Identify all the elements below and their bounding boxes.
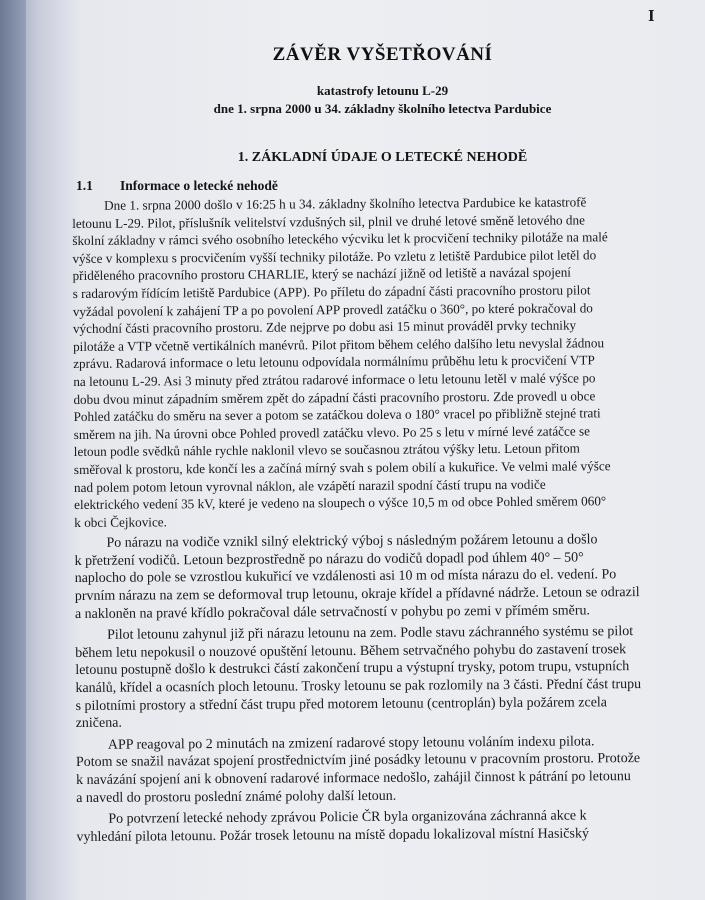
paragraph-3: [75, 623, 698, 733]
text-line: během letu nepokusil o nouzové opuštění letounu. Během setrvačného pohybu do zastavení trosek: [75, 641, 627, 661]
document-subtitle-2: dne 1. srpna 2000 u 34. základny školního letectva Pardubice: [213, 101, 552, 116]
text-line: na letounu L-29. Asi 3 minuty před ztrátou radarové informace o letu letounu letěl v malé výšce po: [73, 370, 596, 389]
text-line: k přetržení vodičů. Letoun bezprostředně po nárazu do vodičů dopadl pod úhlem 40° – 50°: [74, 550, 584, 569]
text-line: zničena.: [75, 715, 122, 732]
text-line: zprávu. Radarová informace o letu letounu odpovídala normálnímu průběhu letu k procvičení VTP: [73, 352, 595, 372]
text-line: přiděleného pracovního prostoru CHARLIE, který se nachází jižně od letiště a navázal spojení: [72, 264, 571, 284]
text-line: k obci Čejkovice.: [74, 514, 167, 530]
text-line: APP reagoval po 2 minutách na zmizení radarové stopy letounu voláním indexu pilota.: [107, 734, 595, 753]
book-spine-shadow: [0, 0, 26, 900]
text-line: a navedl do prostoru poslední známé polohy další letoun.: [76, 788, 397, 806]
paragraph-1: [72, 193, 696, 532]
section-title: Informace o letecké nehodě: [120, 178, 278, 193]
text-line: Potom se snažil navázat spojení prostřednictvím jiné posádky letounu v pracovním prostoru. Protože: [75, 751, 641, 771]
text-line: Pilot letounu zahynul již při nárazu letounu na zem. Podle stavu záchranného systému se pilot: [107, 624, 634, 644]
text-line: elektrického vedení 35 kV, které je vedeno na sloupech o výšce 10,5 m od obce Pohled směrem 060°: [74, 493, 607, 513]
text-line: Po nárazu na vodiče vznikl silný elektrický výboj s následným požárem letounu a došlo: [106, 532, 598, 552]
section-number: 1.1: [76, 178, 93, 193]
page-number: I: [648, 6, 655, 25]
text-line: vyžádal povolení k zahájení TP a po povolení APP provedl zatáčku o 360°, po které pokračoval do: [72, 299, 593, 319]
text-line: a nakloněn na pravé křídlo pokračoval dále setrvačností v pohybu po zemi v přímém směru.: [74, 603, 591, 622]
text-line: letounu L-29. Pilot, příslušník velitelství vzdušných sil, plnil ve druhé letové směně letového dne: [72, 212, 586, 231]
text-line: pilotáže a VTP včetně vertikálních manévrů. Pilot přitom během celého dalšího letu nevyslal žádnou: [72, 335, 605, 354]
text-line: s pilotními prostory a střední část trupu před motorem letounu (centroplán) byla požárem zcela: [75, 694, 608, 714]
text-line: nad polem potom letoun vyrovnal náklon, ale vzápětí narazil spodní částí trupu na vodiče: [73, 476, 546, 495]
document-subtitle-1: katastrofy letounu L-29: [316, 83, 449, 98]
text-line: k navázání spojení ani k obnovení radarové informace nedošlo, zahájil činnost k pátrání po letounu: [76, 769, 631, 788]
text-line: letoun podle svědků náhle rychle naklonil vlevo se současnou ztrátou výšky letu. Letoun přitom: [73, 440, 580, 460]
body-text: [72, 193, 699, 847]
text-line: Dne 1. srpna 2000 došlo v 16:25 h u 34. základny školního letectva Pardubice ke katastrofě: [104, 194, 587, 213]
text-line: východní části pracovního prostoru. Zde nejprve po dobu asi 15 minut prováděl prvky techniky: [72, 317, 577, 337]
text-line: Po potvrzení letecké nehody zprávou Policie ČR byla organizována záchranná akce k: [108, 808, 587, 827]
document-title: ZÁVĚR VYŠETŘOVÁNÍ: [272, 44, 493, 65]
text-line: dobu dvou minut západním směrem zpět do západní části pracovního prostoru. Zde provedl u obce: [73, 387, 596, 407]
paragraph-4: [76, 732, 698, 807]
text-line: naplocho do pole se vzrostlou kukuřicí ve vzdálenosti asi 10 m od místa nárazu do el. vedení. Po: [74, 567, 617, 587]
text-line: výšce v komplexu s procvičením vyšší techniky pilotáže. Po vzletu z letiště Pardubice pilot letěl do: [72, 247, 597, 266]
text-line: kanálů, křídel a ocasních ploch letounu. Trosky letounu se pak rozlomily na 3 části. Přední část trupu: [75, 677, 642, 697]
text-line: školní základny v rámci svého osobního leteckého výcviku let k procvičení techniky pilotáže na malé: [72, 229, 608, 249]
text-line: směrem na jih. Na úrovni obce Pohled provedl zatáčku vlevo. Po 25 s letu v mírné levé zatáčce se: [73, 423, 591, 442]
text-line: letounu postupně došlo k destrukci částí zakončení trupu a výstupní trysky, potom trupu, vstupních: [75, 659, 630, 679]
text-line: s radarovým řídícím letiště Pardubice (APP). Po příletu do západní části pracovního prostoru pilot: [72, 282, 591, 301]
text-line: vyhledání pilota letounu. Požár trosek letounu na místě dopadu lokalizoval místní Hasičský: [76, 826, 589, 845]
chapter-heading: 1. ZÁKLADNÍ ÚDAJE O LETECKÉ NEHODĚ: [237, 150, 528, 165]
text-line: směřoval k prostoru, kde končí les a začíná mírný svah s polem obilí a kukuřice. Ve velmi malé výšce: [73, 458, 611, 477]
paragraph-2: [74, 531, 697, 623]
text-line: Pohled zatáčku do směru na sever a potom se zatáčkou doleva o 180° vracel po přibližně stejné trati: [73, 405, 601, 425]
paragraph-5: [76, 807, 698, 847]
text-line: prvním nárazu na zem se deformoval trup letounu, okraje křídel a přídavné nádrže. Letoun se odrazil: [74, 585, 640, 605]
